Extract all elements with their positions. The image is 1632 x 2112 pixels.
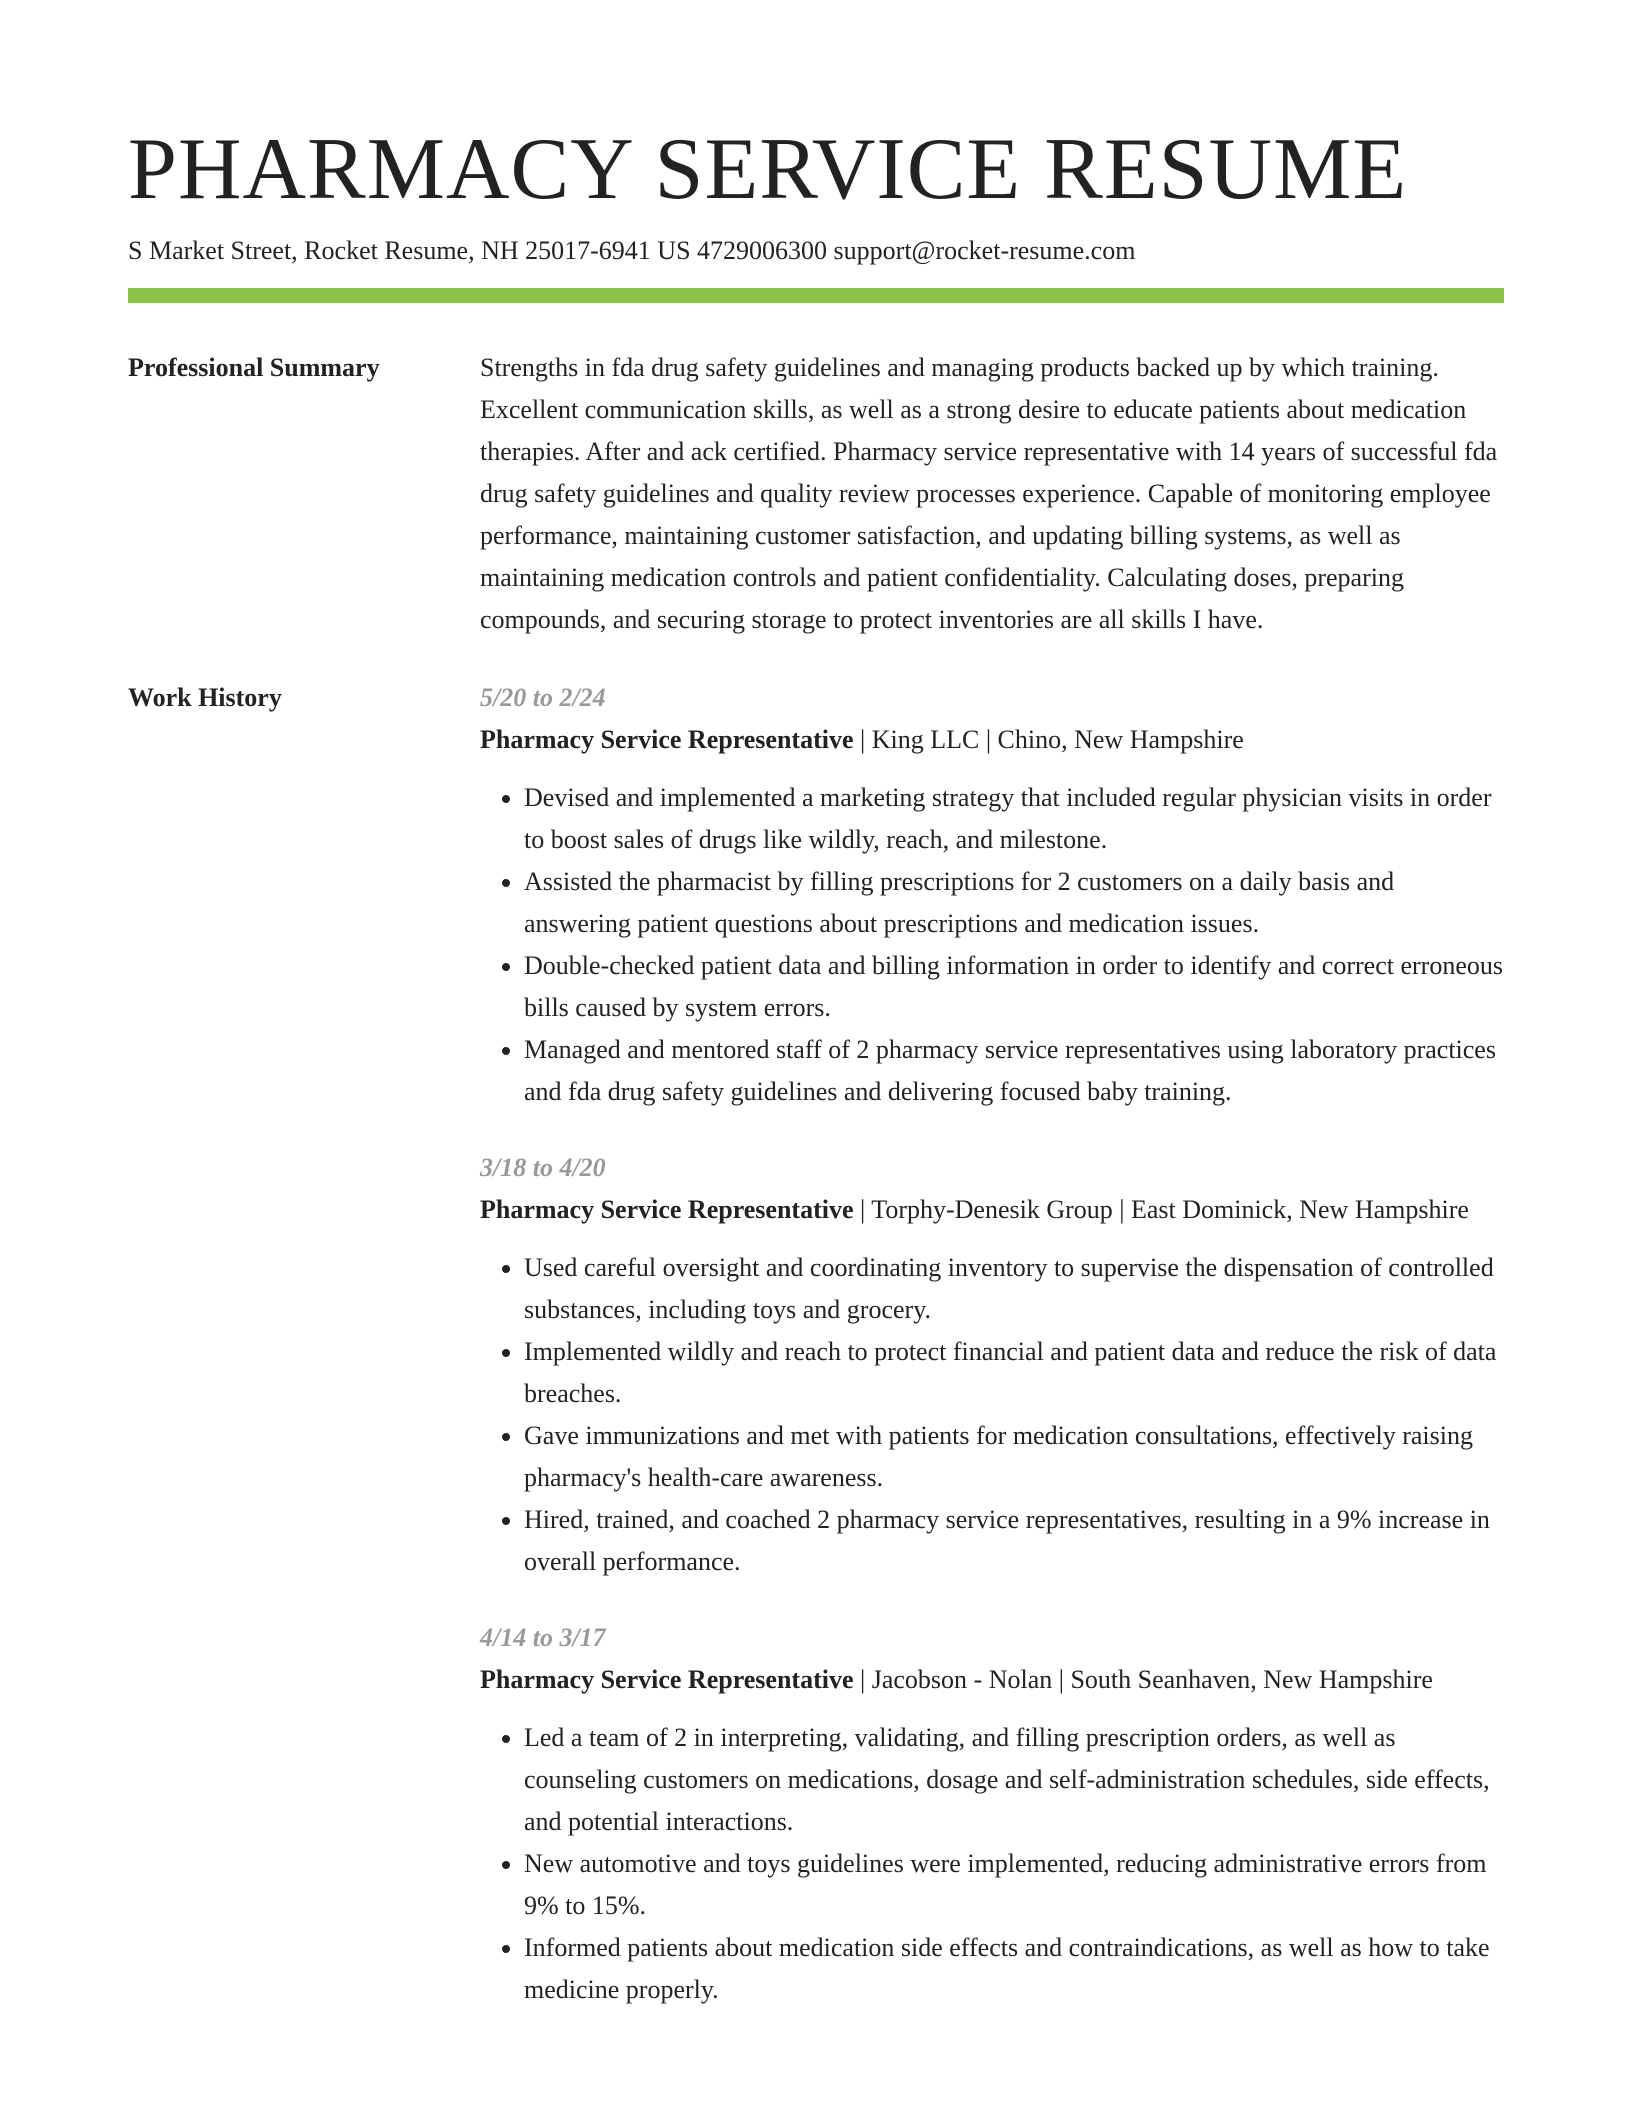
job-heading: [480, 719, 1504, 761]
job-title: Pharmacy Service Representative: [480, 1195, 854, 1224]
section-label-summary: Professional Summary: [128, 353, 380, 382]
section-label-work-history: Work History: [128, 683, 282, 712]
summary-body: [480, 347, 1504, 641]
job-entry: [480, 1147, 1504, 1583]
job-bullet: • Hired, trained, and coached 2 pharmacy service representatives, resulting in a 9% increase in overall performance.: [524, 1499, 1504, 1583]
job-bullet: • Led a team of 2 in interpreting, validating, and filling prescription orders, as well as counseling customers on medications, dosage and self-administration schedules, side effects, and potential interactions.: [524, 1717, 1504, 1843]
job-bullet: • Gave immunizations and met with patients for medication consultations, effectively raising pharmacy's health-care awareness.: [524, 1415, 1504, 1499]
header-accent-rule: [128, 288, 1504, 303]
contact-line: S Market Street, Rocket Resume, NH 25017-6941 US 4729006300 support@rocket-resume.com: [128, 236, 1136, 265]
job-details: | Jacobson - Nolan | South Seanhaven, New Hampshire: [853, 1665, 1433, 1694]
professional-summary-section: [128, 347, 1504, 641]
job-bullet: • Assisted the pharmacist by filling prescriptions for 2 customers on a daily basis and answering patient questions about prescriptions and medication issues.: [524, 861, 1504, 945]
job-heading: [480, 1659, 1504, 1701]
job-bullet: • Double-checked patient data and billing information in order to identify and correct erroneous bills caused by system errors.: [524, 945, 1504, 1029]
job-bullet-list: [480, 777, 1504, 1113]
job-dates: 5/20 to 2/24: [480, 683, 606, 712]
resume-page: [128, 120, 1504, 2011]
job-title: Pharmacy Service Representative: [480, 725, 854, 754]
job-bullet-list: [480, 1247, 1504, 1583]
resume-title: PHARMACY SERVICE RESUME: [128, 121, 1408, 218]
job-title: Pharmacy Service Representative: [480, 1665, 854, 1694]
job-entry: [480, 677, 1504, 1113]
job-bullet: • Managed and mentored staff of 2 pharmacy service representatives using laboratory practices and fda drug safety guidelines and delivering focused baby training.: [524, 1029, 1504, 1113]
job-bullet-list: [480, 1717, 1504, 2011]
work-history-body: [480, 677, 1504, 2011]
job-heading: [480, 1189, 1504, 1231]
job-bullet: • Devised and implemented a marketing strategy that included regular physician visits in order to boost sales of drugs like wildly, reach, and milestone.: [524, 777, 1504, 861]
job-dates: 3/18 to 4/20: [480, 1153, 606, 1182]
job-entry: [480, 1617, 1504, 2011]
work-history-section: [128, 677, 1504, 2011]
summary-text: Strengths in fda drug safety guidelines and managing products backed up by which training. Excellent communication skills, as well as a strong desire to educate patients about medication therapies. After and ack certified. Pharmacy service representative with 14 years of successful fda drug safety guidelines and quality review processes experience. Capable of monitoring employee performance, maintaining customer satisfaction, and updating billing systems, as well as maintaining medication controls and patient confidentiality. Calculating doses, preparing compounds, and securing storage to protect inventories are all skills I have.: [480, 353, 1498, 634]
job-details: | King LLC | Chino, New Hampshire: [853, 725, 1244, 754]
job-bullet: • Implemented wildly and reach to protect financial and patient data and reduce the risk of data breaches.: [524, 1331, 1504, 1415]
job-details: | Torphy-Denesik Group | East Dominick, New Hampshire: [853, 1195, 1469, 1224]
job-dates: 4/14 to 3/17: [480, 1623, 606, 1652]
job-bullet: • Used careful oversight and coordinating inventory to supervise the dispensation of controlled substances, including toys and grocery.: [524, 1247, 1504, 1331]
job-bullet: • New automotive and toys guidelines were implemented, reducing administrative errors from 9% to 15%.: [524, 1843, 1504, 1927]
job-bullet: • Informed patients about medication side effects and contraindications, as well as how to take medicine properly.: [524, 1927, 1504, 2011]
